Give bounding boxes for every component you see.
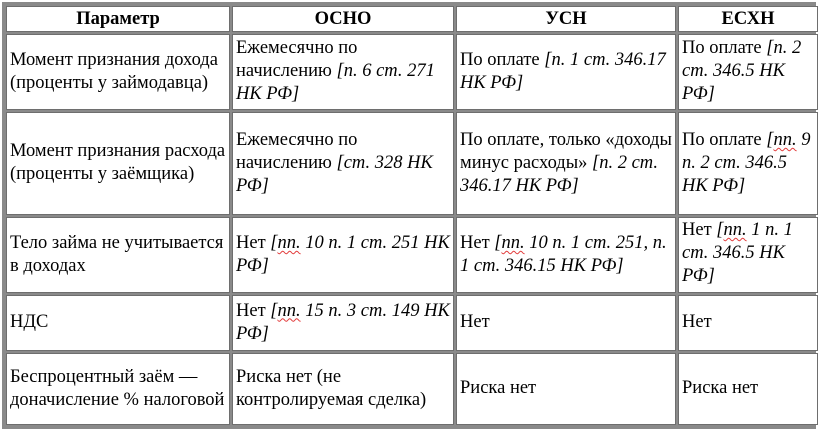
osno-cell: Ежемесячно по начислению [п. 6 ст. 271 НК РФ] bbox=[232, 34, 454, 110]
law-reference: [ст. 328 НК РФ] bbox=[236, 152, 433, 196]
header-eshn: ЕСХН bbox=[678, 6, 818, 32]
tax-comparison-table bbox=[4, 4, 819, 427]
header-parameter: Параметр bbox=[6, 6, 230, 32]
usn-cell: Нет [пп. 10 п. 1 ст. 251, п. 1 ст. 346.15 НК РФ] bbox=[456, 217, 676, 293]
header-usn: УСН bbox=[456, 6, 676, 32]
table-row bbox=[6, 295, 818, 351]
header-osno: ОСНО bbox=[232, 6, 454, 32]
usn-cell: По оплате [п. 1 ст. 346.17 НК РФ] bbox=[456, 34, 676, 110]
law-reference: [п. 2 ст. 346.5 НК РФ] bbox=[682, 38, 802, 105]
parameter-cell: Беспроцентный заём — доначисление % налоговой bbox=[6, 353, 230, 425]
usn-cell: Риска нет bbox=[456, 353, 676, 425]
table-row bbox=[6, 217, 818, 293]
osno-cell: Нет [пп. 10 п. 1 ст. 251 НК РФ] bbox=[232, 217, 454, 293]
law-reference: [пп. 15 п. 3 ст. 149 НК РФ] bbox=[236, 300, 450, 344]
eshn-cell: Нет [пп. 1 п. 1 ст. 346.5 НК РФ] bbox=[678, 217, 818, 293]
parameter-cell: Момент признания дохода (проценты у займодавца) bbox=[6, 34, 230, 110]
law-reference: [п. 2 ст. 346.17 НК РФ] bbox=[460, 152, 659, 196]
table-row bbox=[6, 353, 818, 425]
law-reference: [п. 1 ст. 346.17 НК РФ] bbox=[460, 49, 666, 93]
law-reference: [пп. 9 п. 2 ст. 346.5 НК РФ] bbox=[682, 129, 811, 196]
parameter-cell: Тело займа не учитывается в доходах bbox=[6, 217, 230, 293]
table-row bbox=[6, 112, 818, 216]
usn-cell: По оплате, только «доходы минус расходы» [п. 2 ст. 346.17 НК РФ] bbox=[456, 112, 676, 216]
osno-cell: Ежемесячно по начислению [ст. 328 НК РФ] bbox=[232, 112, 454, 216]
eshn-cell: По оплате [пп. 9 п. 2 ст. 346.5 НК РФ] bbox=[678, 112, 818, 216]
law-reference: [пп. 1 п. 1 ст. 346.5 НК РФ] bbox=[682, 220, 793, 287]
osno-cell: Риска нет (не контролируемая сделка) bbox=[232, 353, 454, 425]
eshn-cell: Нет bbox=[678, 295, 818, 351]
parameter-cell: Момент признания расхода (проценты у заёмщика) bbox=[6, 112, 230, 216]
law-reference: [пп. 10 п. 1 ст. 251 НК РФ] bbox=[236, 232, 450, 276]
table-row bbox=[6, 34, 818, 110]
parameter-cell: НДС bbox=[6, 295, 230, 351]
tax-comparison-table-wrapper bbox=[2, 2, 816, 429]
osno-cell: Нет [пп. 15 п. 3 ст. 149 НК РФ] bbox=[232, 295, 454, 351]
eshn-cell: По оплате [п. 2 ст. 346.5 НК РФ] bbox=[678, 34, 818, 110]
usn-cell: Нет bbox=[456, 295, 676, 351]
header-row bbox=[6, 6, 818, 32]
law-reference: [пп. 10 п. 1 ст. 251, п. 1 ст. 346.15 НК РФ] bbox=[460, 232, 667, 276]
law-reference: [п. 6 ст. 271 НК РФ] bbox=[236, 61, 435, 105]
eshn-cell: Риска нет bbox=[678, 353, 818, 425]
